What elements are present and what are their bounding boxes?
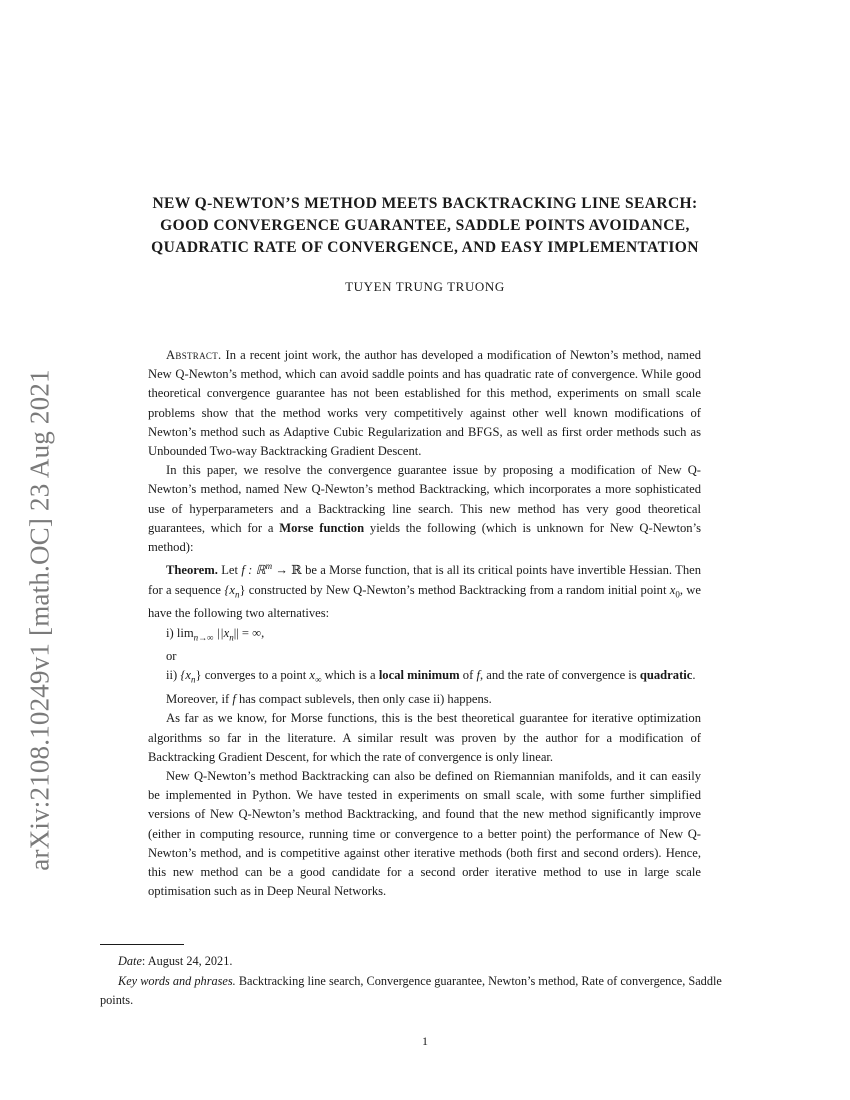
theorem-text-a: Let <box>221 563 238 578</box>
abstract-paragraph-1 <box>148 346 701 461</box>
theorem-text-d: , we have the following two alternatives: <box>148 582 701 621</box>
alternative-2 <box>148 666 701 690</box>
date-value: : August 24, 2021. <box>141 954 233 968</box>
paper-title <box>100 193 750 259</box>
theorem-map-target: → ℝ <box>275 563 302 578</box>
author-name: TUYEN TRUNG TRUONG <box>345 279 505 294</box>
alternative-2-sequence: {x <box>180 668 191 683</box>
local-minimum-term: local minimum <box>378 668 460 683</box>
function-symbol: f <box>476 668 480 683</box>
sequence-subscript: n <box>234 589 240 600</box>
alternative-1-end: || = ∞, <box>233 625 265 640</box>
alternative-2-text-e: , and the rate of convergence is <box>479 668 637 683</box>
alternative-2-text-b: converges to a point <box>204 668 307 683</box>
theorem-map-exponent: m <box>265 561 273 572</box>
morse-function-term: Morse function <box>279 520 365 535</box>
sequence-close-brace: } <box>239 582 246 597</box>
footnote-rule <box>100 944 184 945</box>
alternative-1 <box>148 624 701 648</box>
alternative-2-end: . <box>692 668 696 683</box>
footnotes <box>100 952 752 1011</box>
alternative-2-text-d: of <box>462 668 474 683</box>
title-line-3: QUADRATIC RATE OF CONVERGENCE, AND EASY IMPLEMENTATION <box>151 239 699 256</box>
quadratic-term: quadratic <box>639 668 693 683</box>
abstract <box>148 346 701 901</box>
alternative-1-norm-subscript: n <box>229 632 234 643</box>
theorem-map: f : ℝ <box>241 563 266 578</box>
keywords-footnote <box>100 972 752 1011</box>
title-line-1: NEW Q-NEWTON’S METHOD MEETS BACKTRACKING LINE SEARCH: <box>152 195 698 212</box>
alternative-1-norm: ||x <box>216 625 230 640</box>
sequence-symbol: {x <box>224 582 235 597</box>
abstract-text-2b: yields the following (which is unknown for New Q-Newton’s method): <box>148 520 701 555</box>
title-line-2: GOOD CONVERGENCE GUARANTEE, SADDLE POINTS AVOIDANCE, <box>160 217 690 234</box>
abstract-text-1: In a recent joint work, the author has developed a modification of Newton’s method, named New Q-Newton’s method, which can avoid saddle points and has quadratic rate of convergence. While good theoretical convergence guarantee has not been established for this method, experiments on small scale problems show that the method works very competitively against other well known modifications of Newton’s method such as Adaptive Cubic Regularization and BFGS, as well as first order methods such as Unbounded Two-way Backtracking Gradient Descent. <box>148 348 701 459</box>
moreover-text-a: Moreover, if <box>166 692 230 707</box>
alternative-2-sequence-close: } <box>195 668 202 683</box>
initial-point-symbol: x <box>669 582 676 597</box>
limit-point-subscript: ∞ <box>315 674 322 685</box>
theorem-text-b: be a Morse function, that is all its critical points have invertible Hessian. Then for a sequence <box>148 563 702 597</box>
moreover-function-symbol: f <box>232 692 236 707</box>
moreover-text-b: has compact sublevels, then only case ii) happens. <box>238 692 492 707</box>
alternative-2-sequence-subscript: n <box>191 674 196 685</box>
date-footnote <box>100 952 752 972</box>
alternative-2-label: ii) <box>166 668 178 683</box>
theorem-text-c: constructed by New Q-Newton’s method Backtracking from a random initial point <box>248 582 667 597</box>
theorem-label: Theorem. <box>166 563 218 578</box>
keywords-value: Backtracking line search, Convergence guarantee, Newton’s method, Rate of convergence, Saddle points. <box>100 973 722 1007</box>
abstract-text-2a: In this paper, we resolve the convergence guarantee issue by proposing a modification of New Q-Newton’s method, named New Q-Newton’s method Backtracking, which incorporates a more sophisticated use of hyperparameters and a Backtracking line search. This new method has very good theoretical guarantees, which for a <box>148 463 701 535</box>
alternative-2-text-c: which is a <box>324 668 376 683</box>
alternative-1-lim-subscript: n→∞ <box>193 632 214 643</box>
alternative-1-lim: i) lim <box>166 625 194 640</box>
theorem-paragraph <box>148 557 701 623</box>
abstract-paragraph-2 <box>148 461 701 557</box>
page-number: 1 <box>422 1034 428 1048</box>
limit-point-symbol: x <box>309 668 315 683</box>
moreover-paragraph <box>148 690 701 709</box>
initial-point-subscript: 0 <box>675 589 680 600</box>
abstract-paragraph-5: New Q-Newton’s method Backtracking can also be defined on Riemannian manifolds, and it can easily be implemented in Python. We have tested in experiments on small scale, with some further simplified versions of New Q-Newton’s method Backtracking, and found that the new method significantly improve (either in computing resource, running time or convergence to a better point) the performance of New Q-Newton’s method, and is competitive against other iterative methods (both first and second orders). Hence, this new method can be a good candidate for a second order iterative method to use in large scale optimisation such as in Deep Neural Networks. <box>148 769 701 899</box>
abstract-label: Abstract. <box>166 348 222 362</box>
or-separator: or <box>166 649 177 664</box>
abstract-paragraph-4: As far as we know, for Morse functions, this is the best theoretical guarantee for iterative optimization algorithms so far in the literature. A similar result was proven by the author for a modification of Backtracking Gradient Descent, for which the rate of convergence is only linear. <box>148 711 701 764</box>
date-label: Date <box>118 954 142 968</box>
arxiv-identifier: arXiv:2108.10249v1 [math.OC] 23 Aug 2021 <box>24 369 55 871</box>
keywords-label: Key words and phrases. <box>118 973 236 988</box>
